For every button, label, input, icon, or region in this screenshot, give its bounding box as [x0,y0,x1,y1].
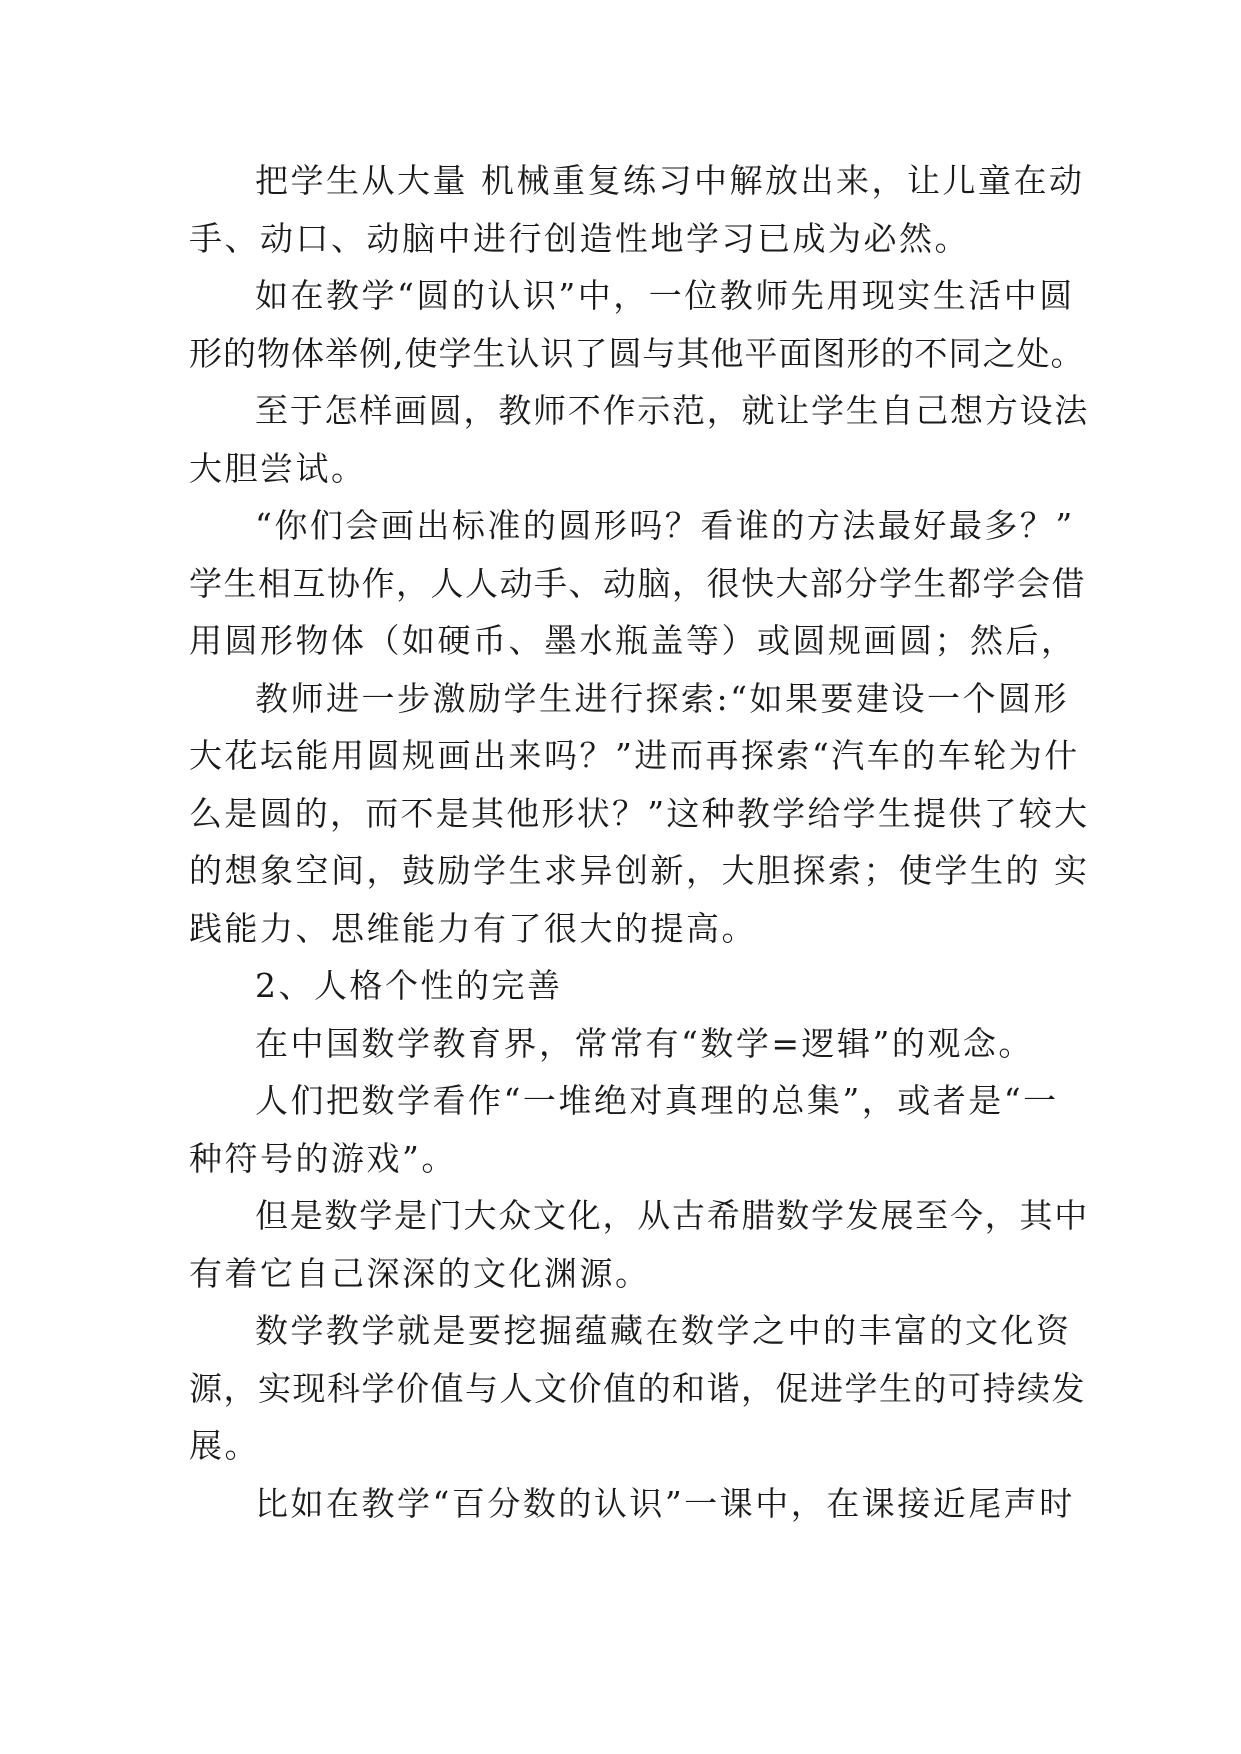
text-line: 种符号的游戏”。 [189,1138,457,1178]
document-body-text [189,152,1090,1532]
text-line: 有着它自己深深的文化渊源。 [189,1253,651,1293]
text-line: 践能力、思维能力有了很大的提高。 [189,908,757,948]
text-line: 数学教学就是要挖掘蕴藏在数学之中的丰富的文化资 [255,1311,1072,1350]
text-line: 手、动口、动脑中进行创造性地学习已成为必然。 [189,218,970,258]
text-line: 形的物体举例,使学生认识了圆与其他平面图形的不同之处。 [189,333,1085,373]
text-line: 的想象空间，鼓励学生求异创新，大胆探索；使学生的 实 [189,851,1090,890]
text-line: 教师进一步激励学生进行探索:“如果要建设一个圆形 [255,678,1069,718]
text-line: 学生相互协作，人人动手、动脑，很快大部分学生都学会借 [189,563,1086,603]
text-line: 至于怎样画圆，教师不作示范，就让学生自己想方设法 [255,391,1089,430]
text-line: 大花坛能用圆规画出来吗？”进而再探索“汽车的车轮为什 [189,736,1080,775]
text-line: 但是数学是门大众文化，从古希腊数学发展至今，其中 [255,1196,1089,1235]
text-line: 展。 [189,1426,260,1465]
text-line: 比如在教学“百分数的认识”一课中，在课接近尾声时 [255,1483,1075,1523]
text-line: “你们会画出标准的圆形吗？看谁的方法最好最多？” [255,506,1075,545]
text-line: 人们把数学看作“一堆绝对真理的总集”，或者是“一 [255,1081,1059,1120]
text-line: 源，实现科学价值与人文价值的和谐，促进学生的可持续发 [189,1368,1086,1408]
text-line: 大胆尝试。 [189,448,367,488]
text-line: 如在教学“圆的认识”中，一位教师先用现实生活中圆 [255,276,1075,315]
text-line: 在中国数学教育界，常常有“数学=逻辑”的观念。 [255,1023,1034,1063]
text-line: 把学生从大量 机械重复练习中解放出来，让儿童在动 [255,161,1085,200]
text-line: 用圆形物体（如硬币、墨水瓶盖等）或圆规画圆；然后， [189,621,1077,660]
text-line: 么是圆的，而不是其他形状？”这种教学给学生提供了较大 [189,793,1090,833]
text-line: 2、人格个性的完善 [255,966,563,1005]
